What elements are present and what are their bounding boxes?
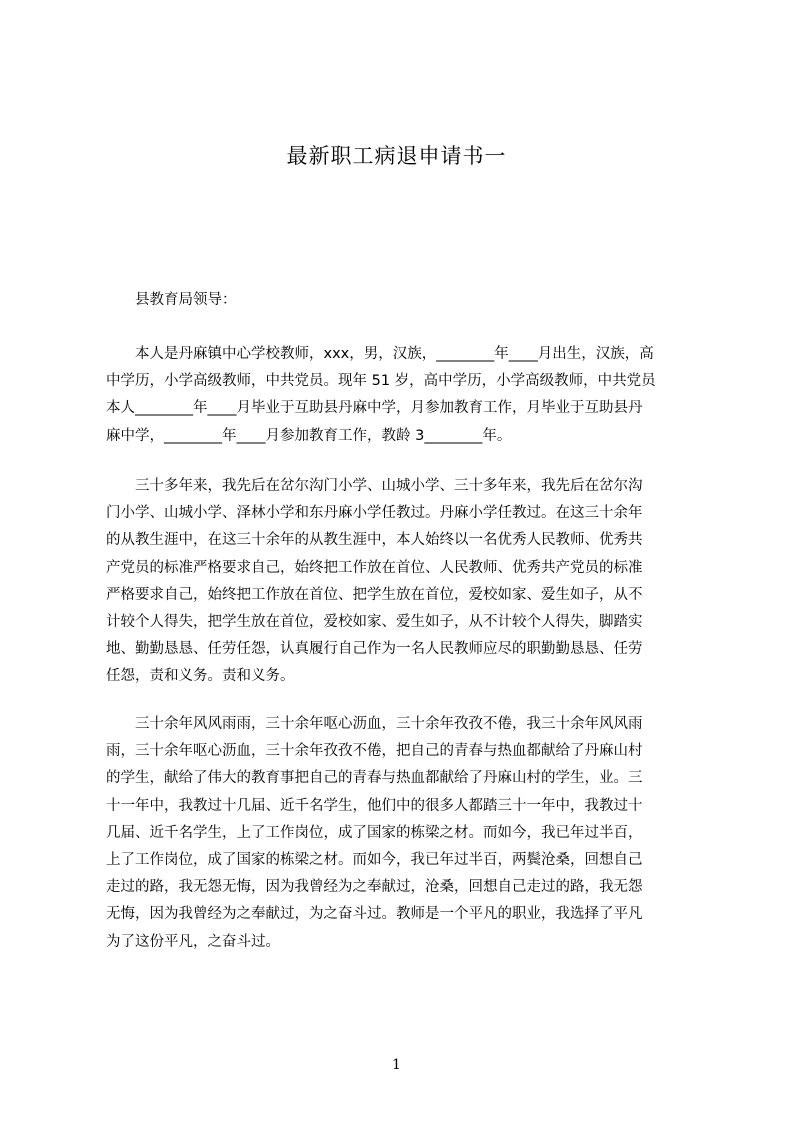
- paragraph-line: 上了工作岗位，成了国家的栋梁之材。而如今，我已年过半百，两鬓沧桑，回想自己: [106, 851, 643, 868]
- salutation-line: 县教育局领导：: [135, 292, 237, 308]
- paragraph-line: 的从教生涯中，在这三十余年的从教生涯中，本人始终以一名优秀人民教师、优秀共: [106, 532, 643, 549]
- paragraph-line: 几届、近千名学生，上了工作岗位，成了国家的栋梁之材。而如今，我已年过半百，: [106, 824, 643, 841]
- paragraph-line: 三十余年风风雨雨，三十余年呕心沥血，三十余年孜孜不倦，我三十余年风风雨: [106, 716, 643, 732]
- paragraph-line: 本人是丹麻镇中心学校教师，xxx，男，汉族，________年____月出生，汉族，高: [106, 346, 654, 362]
- paragraph-line: 走过的路，我无怨无悔，因为我曾经为之奉献过，沧桑，回想自己走过的路，我无怨: [106, 879, 643, 896]
- paragraph-line: 雨，三十余年呕心沥血，三十余年孜孜不倦，把自己的青春与热血都献给了丹麻山村: [106, 743, 643, 760]
- paragraph-line: 的学生，献给了伟大的教育事把自己的青春与热血都献给了丹麻山村的学生，业。三: [106, 770, 643, 787]
- paragraph-line: 三十多年来，我先后在岔尔沟门小学、山城小学、三十多年来，我先后在岔尔沟: [106, 478, 643, 494]
- paragraph-line: 产党员的标准严格要求自己，始终把工作放在首位、人民教师、优秀共产党员的标准: [106, 559, 643, 576]
- paragraph-line: 中学历，小学高级教师，中共党员。现年 51 岁，高中学历，小学高级教师，中共党员: [106, 373, 656, 390]
- paragraph-line: 无悔，因为我曾经为之奉献过，为之奋斗过。教师是一个平凡的职业，我选择了平凡: [106, 906, 643, 923]
- paragraph-line: 十一年中，我教过十几届、近千名学生，他们中的很多人都踏三十一年中，我教过十: [106, 797, 643, 814]
- paragraph-personal-info: [106, 341, 702, 450]
- paragraph-line: 为了这份平凡，之奋斗过。: [106, 933, 280, 950]
- salutation: [106, 287, 702, 314]
- document-title: 最新职工病退申请书一: [286, 144, 507, 168]
- paragraph-reflection: [106, 711, 702, 956]
- paragraph-line: 任怨，责和义务。责和义务。: [106, 668, 295, 685]
- page-number: 1: [392, 1057, 401, 1073]
- paragraph-line: 计较个人得失，把学生放在首位，爱校如家、爱生如子，从不计较个人得失，脚踏实: [106, 613, 643, 630]
- paragraph-career: [106, 473, 702, 691]
- paragraph-line: 本人________年____月毕业于互助县丹麻中学，月参加教育工作，月毕业于互助县丹: [106, 400, 643, 417]
- paragraph-line: 地、勤勤恳恳、任劳任怨，认真履行自己作为一名人民教师应尽的职勤勤恳恳、任劳: [106, 641, 643, 658]
- paragraph-line: 门小学、山城小学、泽林小学和东丹麻小学任教过。丹麻小学任教过。在这三十余年: [106, 505, 643, 522]
- paragraph-line: 麻中学，________年____月参加教育工作，教龄 3________年。: [106, 427, 512, 444]
- paragraph-line: 严格要求自己，始终把工作放在首位、把学生放在首位，爱校如家、爱生如子，从不: [106, 586, 643, 603]
